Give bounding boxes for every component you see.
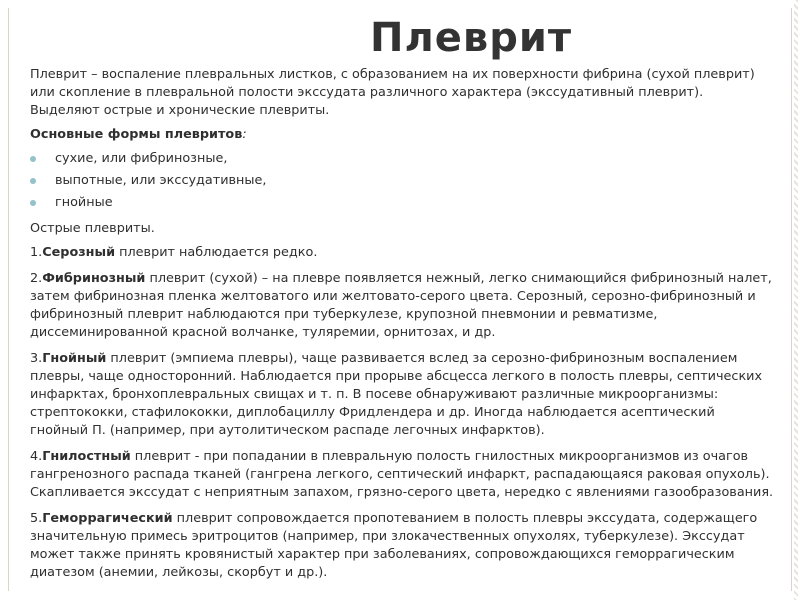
type-text: плеврит - при попадании в плевральную полость гнилостных микроорганизмов из очагов гангренозного распада тканей (гангрена легкого, септический инфаркт, распадающаяся раковая опухоль). Скапливается экссудат с неприятным запахом, грязно-серого цвета, нередко с явлениями газообразования. [30,449,774,500]
type-name: Гнойный [42,351,107,366]
type-number: 5. [30,511,43,526]
bullet-icon [30,178,36,184]
type-paragraph-fibrinous [30,270,775,342]
type-number: 2. [30,271,43,286]
intro-paragraph: Плеврит – воспаление плевральных листков, с образованием на их поверхности фибрина (сухой плеврит) или скопление в плевральной полости экссудата различного характера (экссудативный плеврит). Выделяют острые и хронические плевриты. [30,67,755,118]
list-item [30,148,775,170]
forms-heading [30,126,775,144]
acute-heading: Острые плевриты. [30,221,155,236]
page-title: Плеврит [370,15,573,61]
list-item [30,192,775,214]
type-name: Геморрагический [42,511,173,526]
forms-heading-colon: : [242,127,247,142]
type-paragraph-hemorrhagic [30,510,775,582]
type-number: 3. [30,351,43,366]
decorative-stripe [794,0,798,600]
bullet-icon [30,200,36,206]
type-paragraph-purulent [30,350,775,440]
list-item-label: сухие, или фибринозные, [55,151,228,166]
type-paragraph-serous [30,244,775,262]
list-item-label: выпотные, или экссудативные, [55,173,267,188]
type-text: плеврит (сухой) – на плевре появляется нежный, легко снимающийся фибринозный налет, затем фибринозная пленка желтоватого или желтовато-серого цвета. Серозный, серозно-фибринозный и фибринозный плеврит наблюдаются при туберкулезе, крупозной пневмонии и ревматизме, диссеминированной красной волчанке, туляремии, орнитозах, и др. [30,271,772,340]
forms-heading-text: Основные формы плевритов [30,127,243,142]
type-name: Серозный [42,245,116,260]
type-text: плеврит наблюдается редко. [115,245,318,260]
type-text: плеврит (эмпиема плевры), чаще развивается вслед за серозно-фибринозным воспалением плевры, чаще односторонний. Наблюдается при прорыве абсцесса легкого в полость плевры, септических инфарктах, бронхоплевральных свищах и т. п. В посеве обнаруживают различные микроорганизмы: стрептококки, стафилококки, диплобациллу Фридлендера и др. Иногда наблюдается асептический гнойный П. (например, при аутолитическом распаде легочных инфарктов). [30,351,763,438]
type-name: Гнилостный [42,449,131,464]
type-name: Фибринозный [42,271,146,286]
type-paragraph-putrid [30,448,775,502]
slide-content [30,66,775,582]
list-item-label: гнойные [55,195,113,210]
type-number: 1. [30,245,43,260]
forms-list [30,148,775,214]
list-item [30,170,775,192]
bullet-icon [30,156,36,162]
type-number: 4. [30,449,43,464]
type-text: плеврит сопровождается пропотеванием в полость плевры экссудата, содержащего значительную примесь эритроцитов (например, при злокачественных опухолях, туберкулезе). Экссудат может также принять кровянистый характер при заболеваниях, сопровождающихся геморрагическим диатезом (анемии, лейкозы, скорбут и др.). [30,511,758,580]
